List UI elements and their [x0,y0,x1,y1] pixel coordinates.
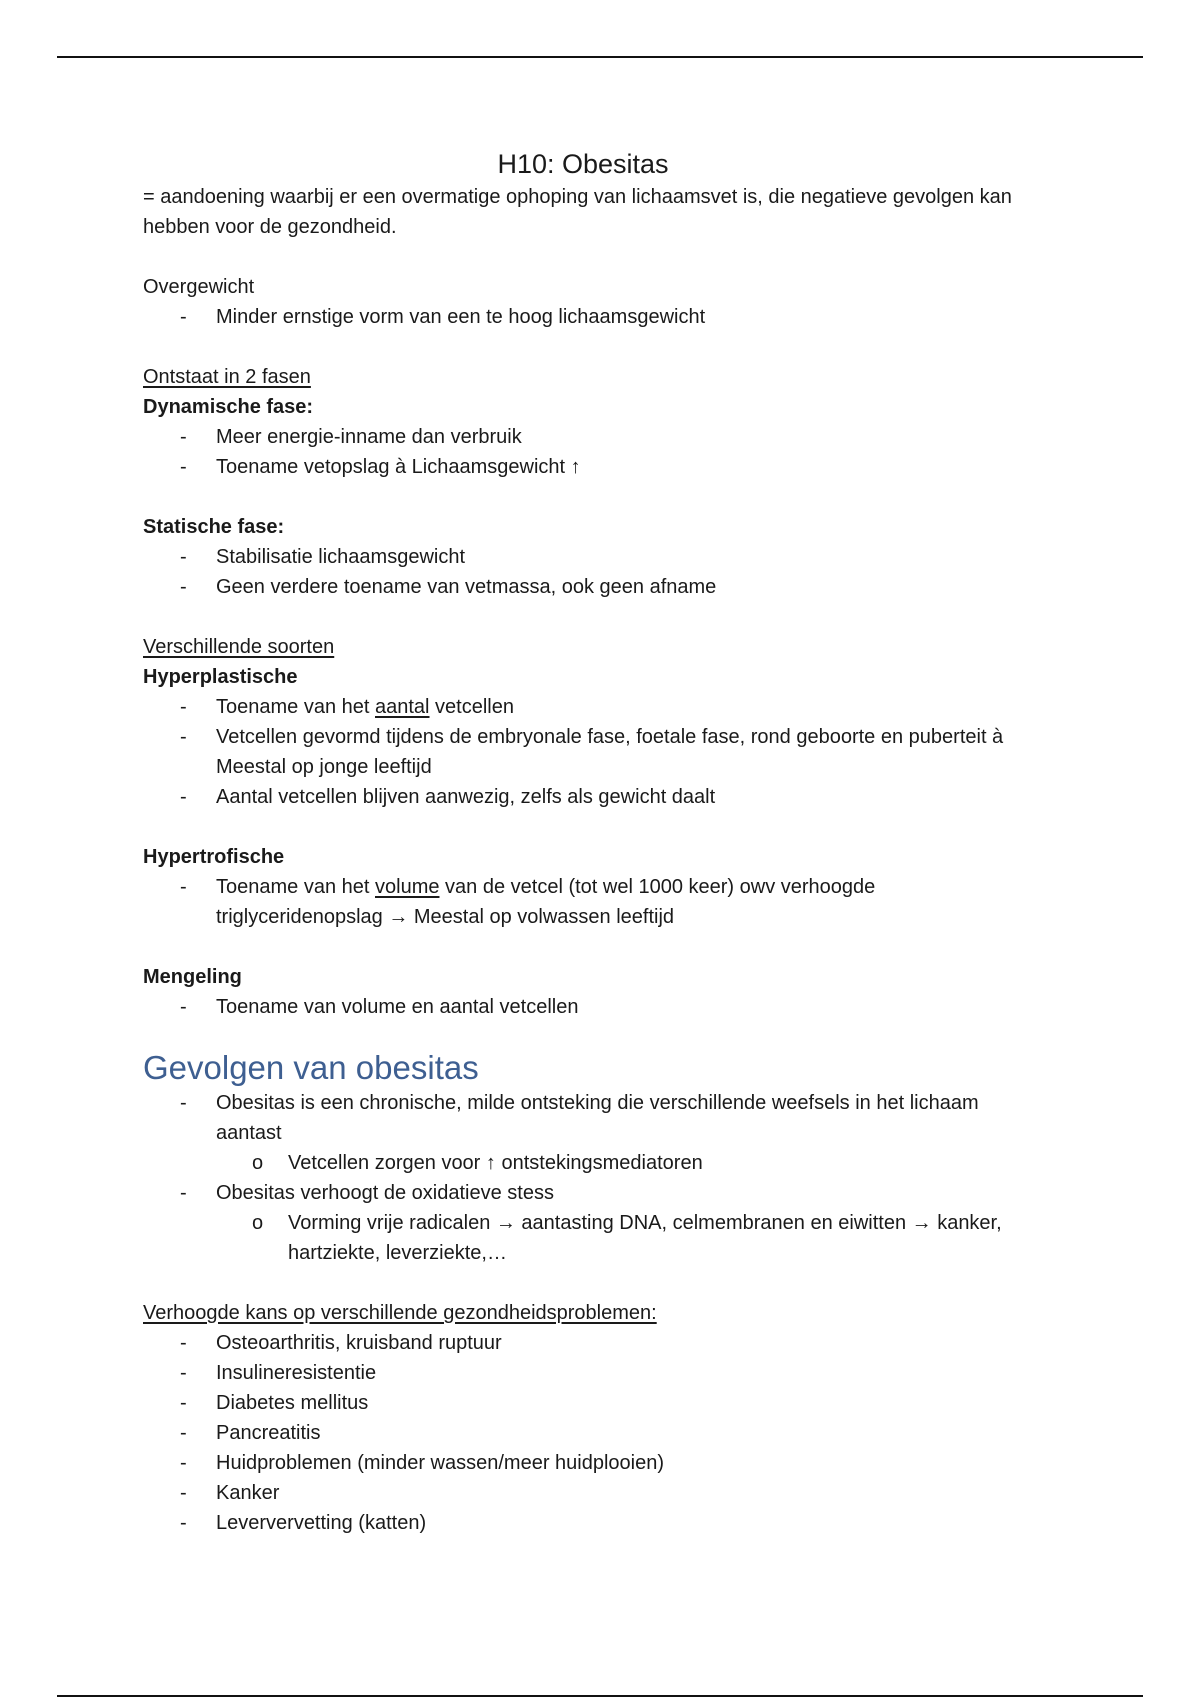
dynamische-fase-list [143,422,1023,482]
item-text: vetcellen [429,696,514,718]
list-item: - Minder ernstige vorm van een te hoog lichaamsgewicht [143,302,1023,332]
list-item: - Geen verdere toename van vetmassa, ook geen afname [143,572,1023,602]
sub-list [143,1148,1023,1178]
list-item: - Leververvetting (katten) [143,1508,1023,1538]
item-text: Toename van het [216,876,375,898]
document-page [143,146,1023,1538]
emphasis-text: aantal [375,696,430,718]
list-item [143,1088,1023,1178]
header-rule [57,56,1143,58]
list-item [143,872,1023,932]
mengeling-heading: Mengeling [143,966,242,988]
list-item: - Diabetes mellitus [143,1388,1023,1418]
overgewicht-list [143,302,1023,332]
list-item: - Huidproblemen (minder wassen/meer huidplooien) [143,1448,1023,1478]
hyperplastische-list [143,692,1023,812]
mengeling-list [143,992,1023,1022]
footer-rule [57,1695,1143,1697]
page-title: H10: Obesitas [497,149,669,179]
list-item: - Meer energie-inname dan verbruik [143,422,1023,452]
list-item: - Toename vetopslag à Lichaamsgewicht ↑ [143,452,1023,482]
list-item: - Vetcellen gevormd tijdens de embryonale fase, foetale fase, rond geboorte en puberteit à Meestal op jonge leeftijd [143,722,1023,782]
gevolgen-list [143,1088,1023,1268]
item-text: Obesitas verhoogt de oxidatieve stess [216,1182,554,1204]
hyperplastische-heading: Hyperplastische [143,666,298,688]
item-text: Toename van het [216,696,375,718]
gevolgen-heading: Gevolgen van obesitas [143,1049,479,1086]
item-text: Obesitas is een chronische, milde ontsteking die verschillende weefsels in het lichaam aantast [216,1092,979,1144]
list-item [143,692,1023,722]
emphasis-text: volume [375,876,440,898]
fasen-heading: Ontstaat in 2 fasen [143,366,311,388]
list-item: - Pancreatitis [143,1418,1023,1448]
overgewicht-heading: Overgewicht [143,276,255,298]
list-item: - Osteoarthritis, kruisband ruptuur [143,1328,1023,1358]
list-item: - Kanker [143,1478,1023,1508]
hypertrofische-heading: Hypertrofische [143,846,285,868]
list-item: - Stabilisatie lichaamsgewicht [143,542,1023,572]
list-item: - Aantal vetcellen blijven aanwezig, zelfs als gewicht daalt [143,782,1023,812]
dynamische-fase-heading: Dynamische fase: [143,396,314,418]
statische-fase-heading: Statische fase: [143,516,285,538]
list-item: - Toename van volume en aantal vetcellen [143,992,1023,1022]
problemen-heading: Verhoogde kans op verschillende gezondheidsproblemen: [143,1302,657,1324]
list-item [143,1178,1023,1268]
list-item: - Insulineresistentie [143,1358,1023,1388]
sub-list-item: o Vetcellen zorgen voor ↑ ontstekingsmediatoren [216,1148,1023,1178]
soorten-heading: Verschillende soorten [143,636,335,658]
definition-text: = aandoening waarbij er een overmatige ophoping van lichaamsvet is, die negatieve gevolgen kan hebben voor de gezondheid. [143,186,1012,238]
problemen-list [143,1328,1023,1538]
hypertrofische-list [143,872,1023,932]
sub-list-item: o Vorming vrije radicalen → aantasting DNA, celmembranen en eiwitten → kanker, hartziekte, leverziekte,… [216,1208,1023,1268]
statische-fase-list [143,542,1023,602]
sub-list [143,1208,1023,1268]
item-text: van de vetcel (tot wel 1000 keer) owv verhoogde triglyceridenopslag → Meestal op volwassen leeftijd [216,876,876,928]
